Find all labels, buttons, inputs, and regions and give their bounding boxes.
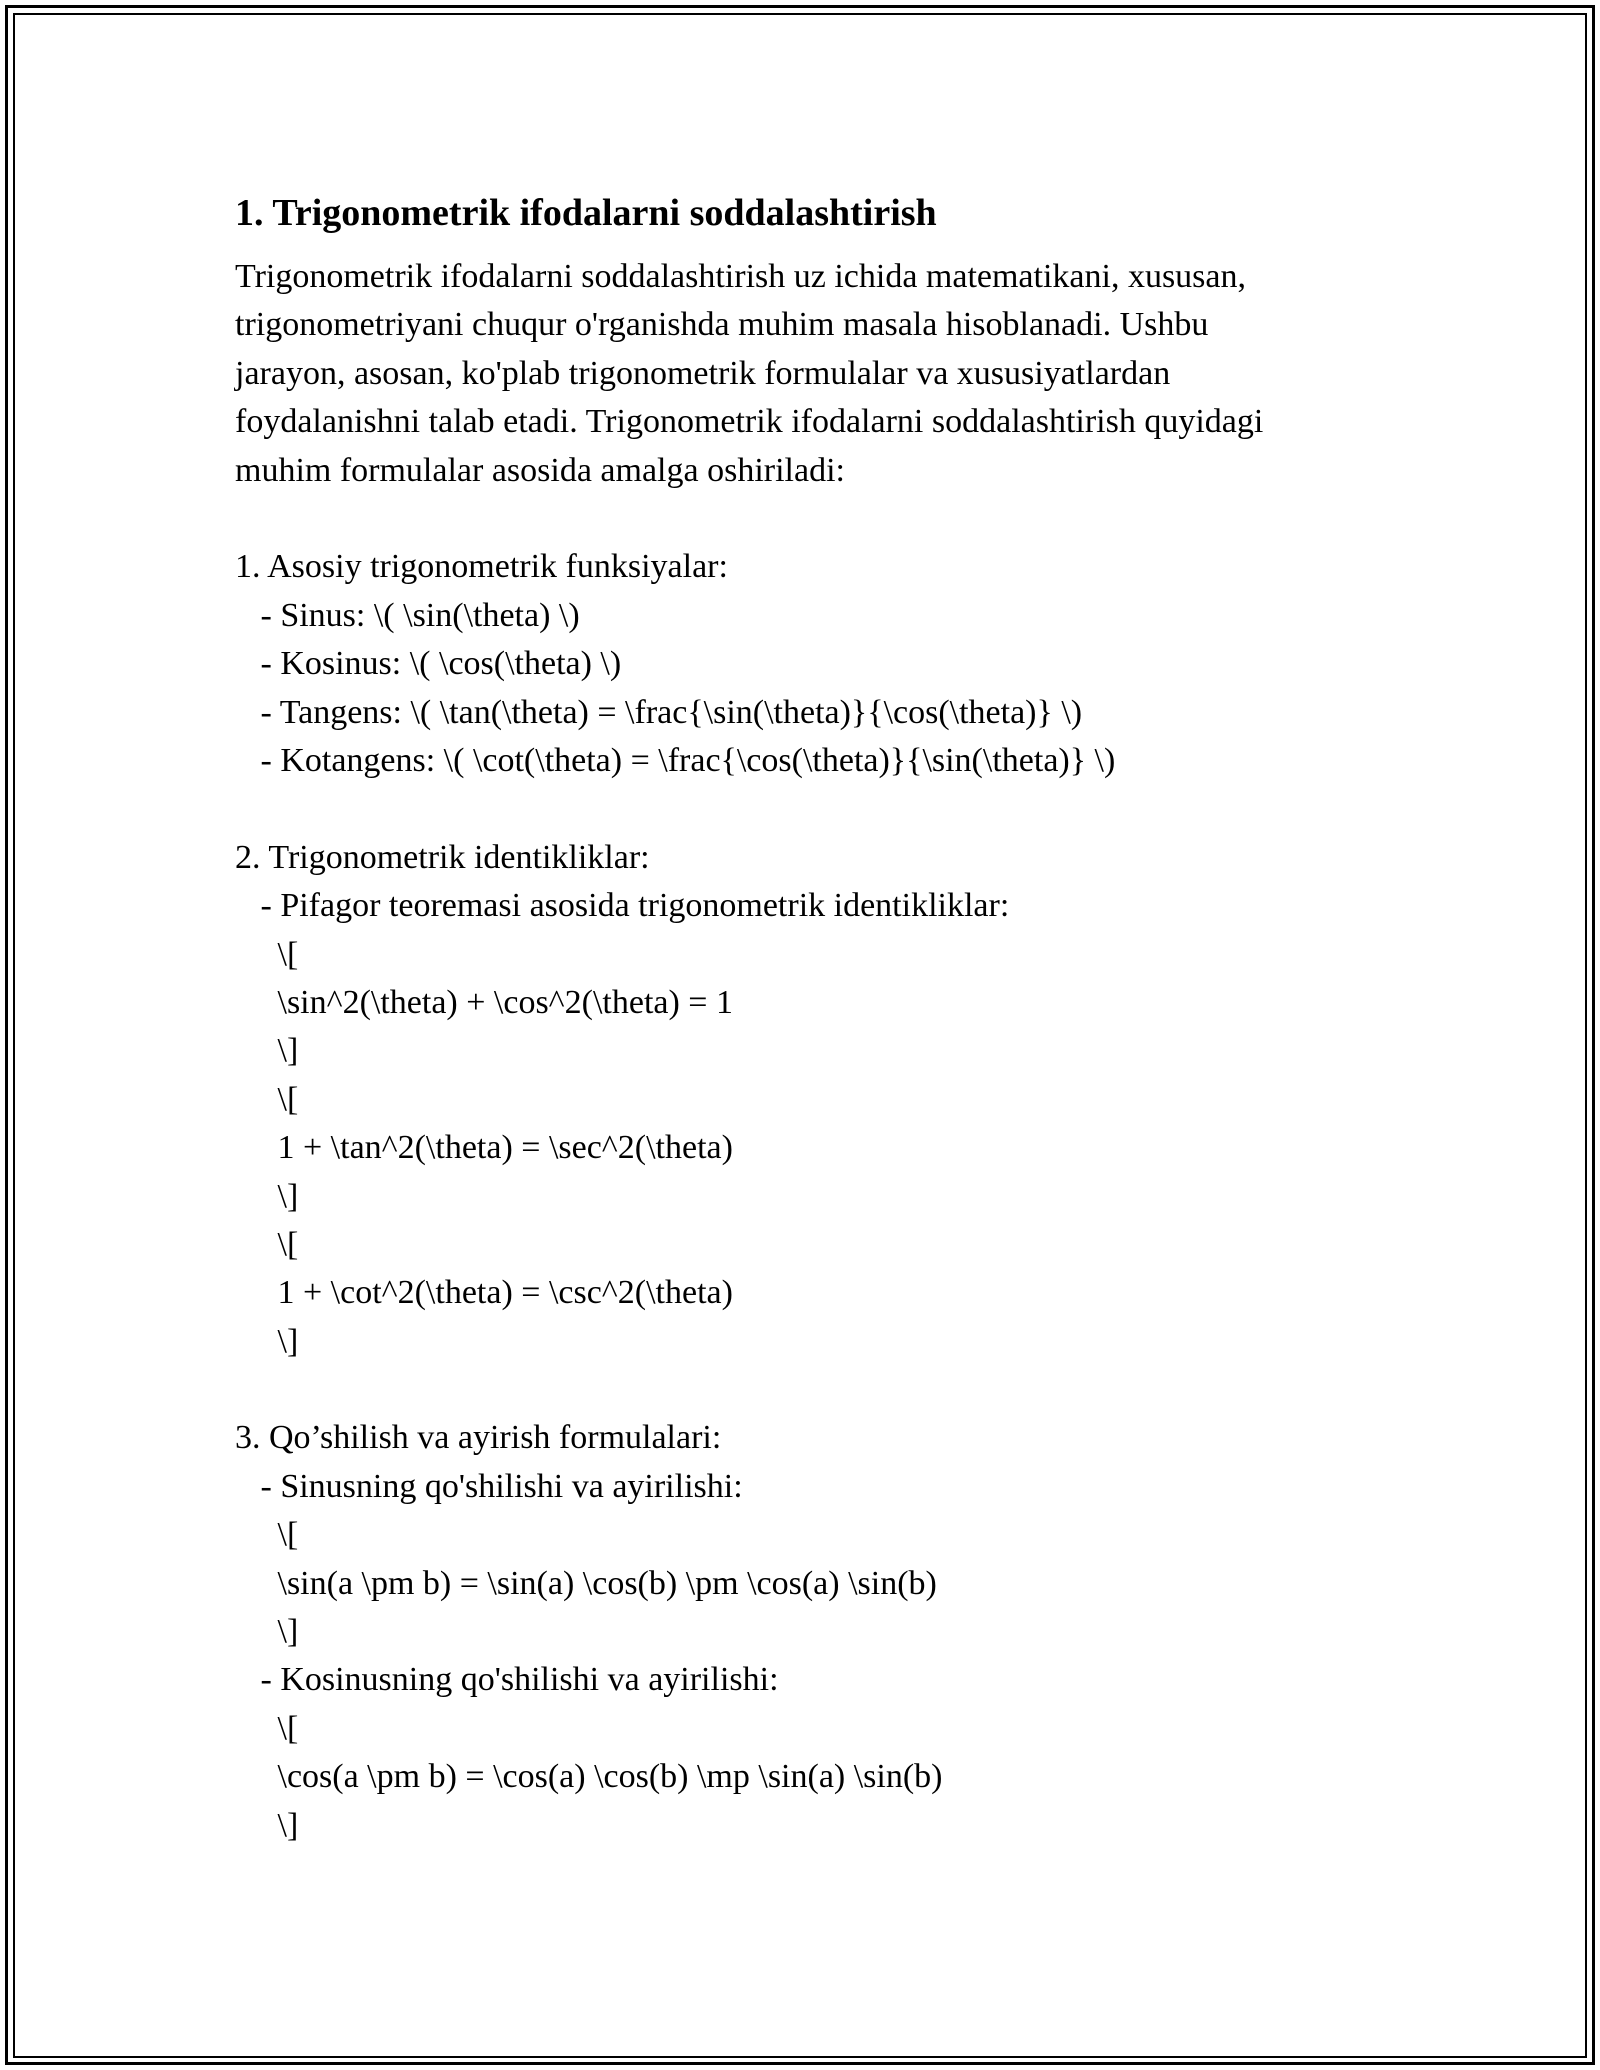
formula-close: \] [235,1032,299,1070]
formula-open: \[ [235,935,299,973]
list-item-cosine-addition: - Kosinusning qo'shilishi va ayirilishi: [235,1661,779,1699]
formula-open: \[ [235,1225,299,1263]
formula-line: \sin^2(\theta) + \cos^2(\theta) = 1 [235,983,733,1021]
intro-line: jarayon, asosan, ko'plab trigonometrik formulalar va xususiyatlardan [235,354,1171,392]
list-heading-addition-formulas: 3. Qo’shilish va ayirish formulalari: [235,1419,722,1457]
list-heading-basic-functions: 1. Asosiy trigonometrik funksiyalar: [235,548,728,586]
document-body [235,185,1385,1850]
section-heading: 1. Trigonometrik ifodalarni soddalashtirish [235,192,937,234]
list-item-pythagorean: - Pifagor teoremasi asosida trigonometrik identikliklar: [235,887,1010,925]
formula-line: 1 + \cot^2(\theta) = \csc^2(\theta) [235,1274,733,1312]
list-item-sine-addition: - Sinusning qo'shilishi va ayirilishi: [235,1467,743,1505]
formula-open: \[ [235,1709,299,1747]
intro-line: Trigonometrik ifodalarni soddalashtirish uz ichida matematikani, xususan, [235,258,1247,295]
intro-line: muhim formulalar asosida amalga oshiriladi: [235,451,845,489]
list-item-tangens: - Tangens: \( \tan(\theta) = \frac{\sin(\theta)}{\cos(\theta)} \) [235,693,1083,731]
formula-line: \cos(a \pm b) = \cos(a) \cos(b) \mp \sin(a) \sin(b) [235,1758,943,1796]
formula-line: \sin(a \pm b) = \sin(a) \cos(b) \pm \cos(a) \sin(b) [235,1564,937,1602]
formula-close: \] [235,1322,299,1360]
formula-open: \[ [235,1516,299,1554]
list-heading-identities: 2. Trigonometrik identikliklar: [235,838,650,876]
formula-open: \[ [235,1080,299,1118]
intro-line: foydalanishni talab etadi. Trigonometrik ifodalarni soddalashtirish quyidagi [235,403,1264,441]
formula-line: 1 + \tan^2(\theta) = \sec^2(\theta) [235,1129,733,1167]
intro-paragraph [235,253,1385,495]
formula-close: \] [235,1177,299,1215]
list-item-sinus: - Sinus: \( \sin(\theta) \) [235,596,580,634]
formula-close: \] [235,1806,299,1844]
blank-line [235,1366,1385,1414]
list-item-kotangens: - Kotangens: \( \cot(\theta) = \frac{\cos(\theta)}{\sin(\theta)} \) [235,741,1116,779]
formula-list [235,543,1385,1850]
list-item-kosinus: - Kosinus: \( \cos(\theta) \) [235,645,622,683]
blank-line [235,785,1385,833]
intro-line: trigonometriyani chuqur o'rganishda muhim masala hisoblanadi. Ushbu [235,306,1209,344]
formula-close: \] [235,1613,299,1651]
